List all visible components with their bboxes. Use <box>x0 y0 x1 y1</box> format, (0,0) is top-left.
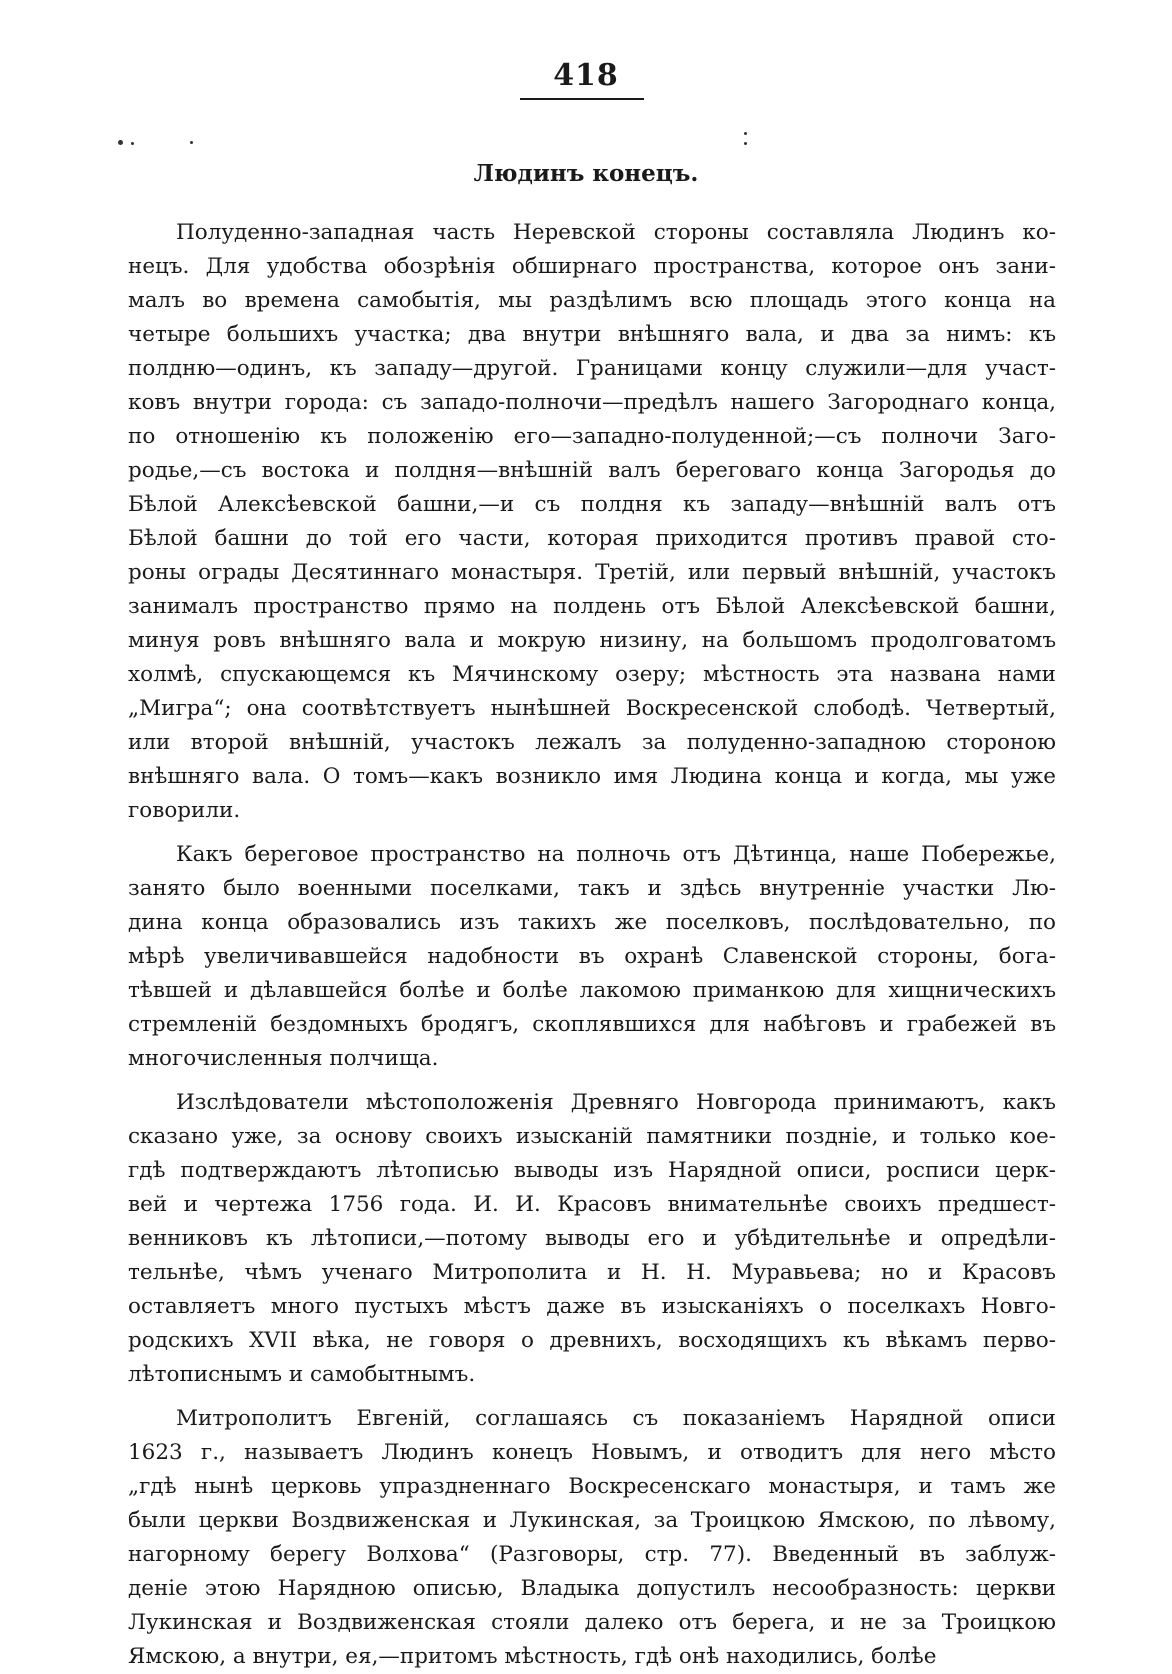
text-line: полдню—одинъ, къ западу—другой. Границами концу служили—для участ- <box>128 356 1056 381</box>
paragraph <box>128 1402 1056 1674</box>
text-line: „Мигра“; она соотвѣтствуетъ нынѣшней Воскресенской слободѣ. Четвертый, <box>128 696 1056 721</box>
page-number: 418 <box>553 58 619 93</box>
text-line: 1623 г., называетъ Людинъ конецъ Новымъ, и отводитъ для него мѣсто <box>128 1440 1056 1465</box>
speck <box>744 142 747 145</box>
speck <box>744 132 747 135</box>
text-line: вей и чертежа 1756 года. И. И. Красовъ внимательнѣе своихъ предшест- <box>128 1192 1056 1217</box>
text-line: тельнѣе, чѣмъ ученаго Митрополита и Н. Н. Муравьева; но и Красовъ <box>128 1260 1056 1285</box>
speck <box>118 140 123 145</box>
text-line: Ямскою, а внутри, ея,—притомъ мѣстность, гдѣ онѣ находились, болѣе <box>128 1644 937 1669</box>
text-line: по отношенію къ положенію его—западно-полуденной;—съ полночи Заго- <box>128 424 1056 449</box>
text-line: родскихъ XVII вѣка, не говоря о древнихъ, восходящихъ къ вѣкамъ перво- <box>128 1328 1056 1353</box>
paragraph-gap <box>128 1392 1056 1402</box>
text-line: оставляетъ много пустыхъ мѣстъ даже въ изысканіяхъ о поселкахъ Новго- <box>128 1294 1056 1319</box>
text-line: родье,—съ востока и полдня—внѣшній валъ береговаго конца Загородья до <box>128 458 1056 483</box>
section-title: Людинъ конецъ. <box>473 160 699 187</box>
body-text <box>128 216 1056 1674</box>
text-line: Изслѣдователи мѣстоположенія Древняго Новгорода принимаютъ, какъ <box>176 1090 1056 1115</box>
text-line: занято было военными поселками, такъ и здѣсь внутренніе участки Лю- <box>128 876 1056 901</box>
paragraph <box>128 838 1056 1076</box>
paragraph-gap <box>128 828 1056 838</box>
page-number-rule <box>520 98 644 100</box>
text-line: Бѣлой башни до той его части, которая приходится противъ правой сто- <box>128 526 1056 551</box>
text-line: или второй внѣшній, участокъ лежалъ за полуденно-западною стороною <box>128 730 1056 755</box>
text-line: сказано уже, за основу своихъ изысканій памятники поздніе, и только кое- <box>128 1124 1056 1149</box>
text-line: нагорному берегу Волхова“ (Разговоры, стр. 77). Введенный въ заблуж- <box>128 1542 1056 1567</box>
text-line: дина конца образовались изъ такихъ же поселковъ, послѣдовательно, по <box>128 910 1056 935</box>
paragraph <box>128 216 1056 828</box>
text-line: венниковъ къ лѣтописи,—потому выводы его и убѣдительнѣе и опредѣли- <box>128 1226 1056 1251</box>
speck <box>131 142 134 145</box>
text-line: нецъ. Для удобства обозрѣнія обширнаго пространства, которое онъ зани- <box>128 254 1056 279</box>
text-line: внѣшняго вала. О томъ—какъ возникло имя Людина конца и когда, мы уже <box>128 764 1056 789</box>
text-line: говорили. <box>128 798 241 823</box>
text-line: Полуденно-западная часть Неревской стороны составляла Людинъ ко- <box>176 220 1056 245</box>
paragraph-gap <box>128 1076 1056 1086</box>
text-line: мѣрѣ увеличивавшейся надобности въ охранѣ Славенской стороны, бога- <box>128 944 1056 969</box>
text-line: стремленій бездомныхъ бродягъ, скоплявшихся для набѣговъ и грабежей въ <box>128 1012 1056 1037</box>
text-line: холмѣ, спускающемся къ Мячинскому озеру; мѣстность эта названа нами <box>128 662 1056 687</box>
text-line: малъ во времена самобытія, мы раздѣлимъ всю площадь этого конца на <box>128 288 1056 313</box>
text-line: Бѣлой Алексѣевской башни,—и съ полдня къ западу—внѣшній валъ отъ <box>128 492 1056 517</box>
paragraph <box>128 1086 1056 1392</box>
text-line: Какъ береговое пространство на полночь отъ Дѣтинца, наше Побережье, <box>176 842 1056 867</box>
text-line: многочисленныя полчища. <box>128 1046 439 1071</box>
text-line: лѣтописнымъ и самобытнымъ. <box>128 1362 476 1387</box>
text-line: Митрополитъ Евгеній, соглашаясь съ показаніемъ Нарядной описи <box>176 1406 1056 1431</box>
text-line: ковъ внутри города: съ западо-полночи—предѣлъ нашего Загороднаго конца, <box>128 390 1056 415</box>
speck <box>190 141 193 144</box>
text-line: четыре большихъ участка; два внутри внѣшняго вала, и два за нимъ: къ <box>128 322 1056 347</box>
text-line: занималъ пространство прямо на полдень отъ Бѣлой Алексѣевской башни, <box>128 594 1056 619</box>
text-line: Лукинская и Воздвиженская стояли далеко отъ берега, и не за Троицкою <box>128 1610 1056 1635</box>
text-line: „гдѣ нынѣ церковь упраздненнаго Воскресенскаго монастыря, и тамъ же <box>128 1474 1056 1499</box>
text-line: минуя ровъ внѣшняго вала и мокрую низину, на большомъ продолговатомъ <box>128 628 1056 653</box>
text-line: тѣвшей и дѣлавшейся болѣе и болѣе лакомою приманкою для хищническихъ <box>128 978 1056 1003</box>
text-line: были церкви Воздвиженская и Лукинская, за Троицкою Ямскою, по лѣвому, <box>128 1508 1056 1533</box>
text-line: роны ограды Десятиннаго монастыря. Третій, или первый внѣшній, участокъ <box>128 560 1056 585</box>
text-line: гдѣ подтверждаютъ лѣтописью выводы изъ Нарядной описи, росписи церк- <box>128 1158 1056 1183</box>
text-line: деніе этою Нарядною описью, Владыка допустилъ несообразность: церкви <box>128 1576 1056 1601</box>
